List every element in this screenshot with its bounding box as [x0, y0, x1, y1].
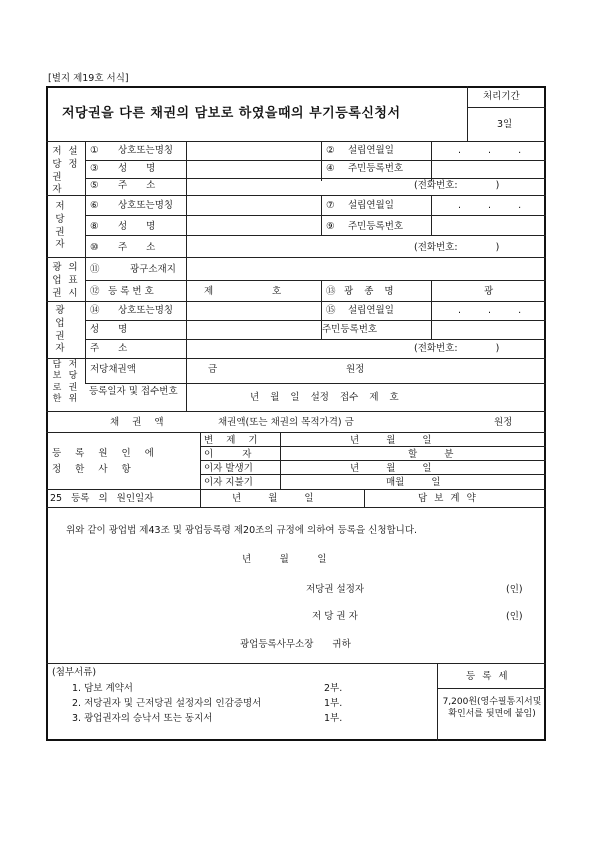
field-name-label-3: 성 명: [90, 324, 128, 335]
attachment-2-count: 1부.: [324, 698, 343, 709]
field-interest-pay-value: 매월 일: [386, 477, 441, 488]
field-resident-no-label: 주민등록번호: [348, 163, 404, 174]
addressee: 광업등록사무소장 귀하: [240, 639, 351, 650]
attachments-heading: (첨부서류): [52, 667, 97, 678]
field-resident-no-label-2: 주민등록번호: [348, 221, 404, 232]
attachment-1-count: 2부.: [324, 683, 343, 694]
field-claim-label: 채 권 액: [110, 417, 164, 428]
field-no-7: ⑦: [326, 200, 335, 211]
attachment-2: 2. 저당권자 및 근저당권 설정자의 인감증명서: [72, 698, 262, 709]
field-address-label-3: 주 소: [90, 343, 128, 354]
field-cause-value: 담 보 계 약: [418, 493, 476, 504]
field-no-2: ②: [326, 145, 335, 156]
field-interest-pay-label: 이자 지불기: [204, 477, 253, 488]
field-company-name-label: 상호또는명칭: [118, 145, 174, 156]
field-no-10: ⑩: [90, 242, 99, 253]
field-company-name-label-2: 상호또는명칭: [118, 200, 174, 211]
field-reg-no-prefix: 제: [204, 286, 214, 297]
field-reg-date-value: 년 월 일 설정 접수 제 호: [250, 392, 399, 403]
form-title: 저당권을 다른 채권의 담보로 하였을때의 부기등록신청서: [62, 106, 401, 121]
field-reg-no-label: 등 록 번 호: [108, 286, 154, 297]
field-no-1: ①: [90, 145, 99, 156]
section-mining-right-label-b: 의표시: [68, 262, 78, 299]
field-founded-value-2: . . .: [458, 200, 534, 211]
signer-mortgagor: 저당권 설정자: [306, 584, 365, 595]
form-number: [별지 제19호 서식]: [48, 73, 129, 84]
field-phone-label-3: (전화번호: ): [414, 343, 500, 354]
field-mine-location-label: 광구소재지: [130, 264, 176, 275]
field-phone-label-2: (전화번호: ): [414, 242, 500, 253]
registration-tax-text: 7,200원(영수필통지서및확인서를 뒷면에 붙임): [442, 697, 542, 720]
field-repay-date-value: 년 월 일: [350, 435, 432, 446]
field-phone-label: (전화번호: ): [414, 180, 500, 191]
field-founded-label: 설립연월일: [348, 145, 394, 156]
field-no-14: ⑭: [90, 305, 100, 316]
attachment-3: 3. 광업권자의 승낙서 또는 동지서: [72, 713, 213, 724]
field-no-9: ⑨: [326, 221, 335, 232]
field-mineral-label: 광 종 명: [344, 286, 398, 297]
field-no-13: ⑬: [326, 286, 336, 297]
section-cause-label: 등록원인에 정한사항: [52, 448, 168, 476]
signer-mortgagee: 저 당 권 자: [312, 611, 358, 622]
field-name-label: 성 명: [118, 163, 156, 174]
field-secured-amount-label: 저당채권액: [90, 364, 136, 375]
field-no-12: ⑫: [90, 286, 100, 297]
seal-mortgagor: (인): [506, 584, 523, 595]
field-mineral-suffix: 광: [484, 286, 494, 297]
field-cause-date-label: 25 등록 의 원인일자: [50, 493, 154, 504]
field-secured-amount-prefix: 금: [208, 364, 218, 375]
field-interest-value: 할 분: [408, 449, 454, 460]
processing-period-value: 3일: [497, 119, 513, 130]
field-no-11: ⑪: [90, 264, 100, 275]
field-resident-no-label-3: 주민등록번호: [322, 324, 378, 335]
field-address-label: 주 소: [118, 180, 156, 191]
application-date: 년 월 일: [242, 554, 327, 565]
section-mortgagor-label-a: 저당권자: [52, 146, 62, 196]
field-claim-value: 채권액(또는 채권의 목적가격) 금: [218, 417, 354, 428]
field-no-5: ⑤: [90, 180, 99, 191]
declaration-text: 위와 같이 광업법 제43조 및 광업등록령 제20조의 규정에 의하여 등록을 신청합니다.: [66, 525, 418, 536]
field-no-4: ④: [326, 163, 335, 174]
field-cause-date-value: 년 월 일: [232, 493, 314, 504]
section-mortgagee-label: 저당권자: [55, 201, 65, 251]
field-interest-start-value: 년 월 일: [350, 463, 432, 474]
field-interest-start-label: 이자 발생기: [204, 463, 253, 474]
field-founded-value-3: . . .: [458, 305, 534, 316]
section-secured-label-b: 저당권위: [68, 360, 78, 404]
attachment-1: 1. 담보 계약서: [72, 683, 133, 694]
field-claim-unit: 원정: [494, 417, 513, 428]
field-reg-no-suffix: 호: [272, 286, 282, 297]
field-founded-value: . . .: [458, 145, 534, 156]
field-no-15: ⑮: [326, 305, 336, 316]
attachment-3-count: 1부.: [324, 713, 343, 724]
section-mortgagor-label-b: 설정: [68, 146, 78, 170]
seal-mortgagee: (인): [506, 611, 523, 622]
field-no-3: ③: [90, 163, 99, 174]
field-no-8: ⑧: [90, 221, 99, 232]
processing-period-label: 처리기간: [483, 91, 520, 102]
section-secured-label-a: 담보로한: [52, 360, 62, 404]
registration-tax-label: 등 록 세: [466, 671, 508, 682]
section-mining-right-label-a: 광업권: [52, 262, 62, 299]
field-founded-label-2: 설립연월일: [348, 200, 394, 211]
field-reg-date-label: 등록일자 및 접수번호: [89, 386, 178, 397]
field-no-6: ⑥: [90, 200, 99, 211]
field-address-label-2: 주 소: [118, 242, 156, 253]
field-name-label-2: 성 명: [118, 221, 156, 232]
section-mining-holder-label: 광업권자: [55, 305, 65, 355]
field-founded-label-3: 설립연월일: [348, 305, 394, 316]
field-interest-label: 이 자: [204, 449, 252, 460]
field-company-name-label-3: 상호또는명칭: [118, 305, 174, 316]
field-secured-amount-unit: 원정: [346, 364, 365, 375]
field-repay-date-label: 변 제 기: [204, 435, 258, 446]
